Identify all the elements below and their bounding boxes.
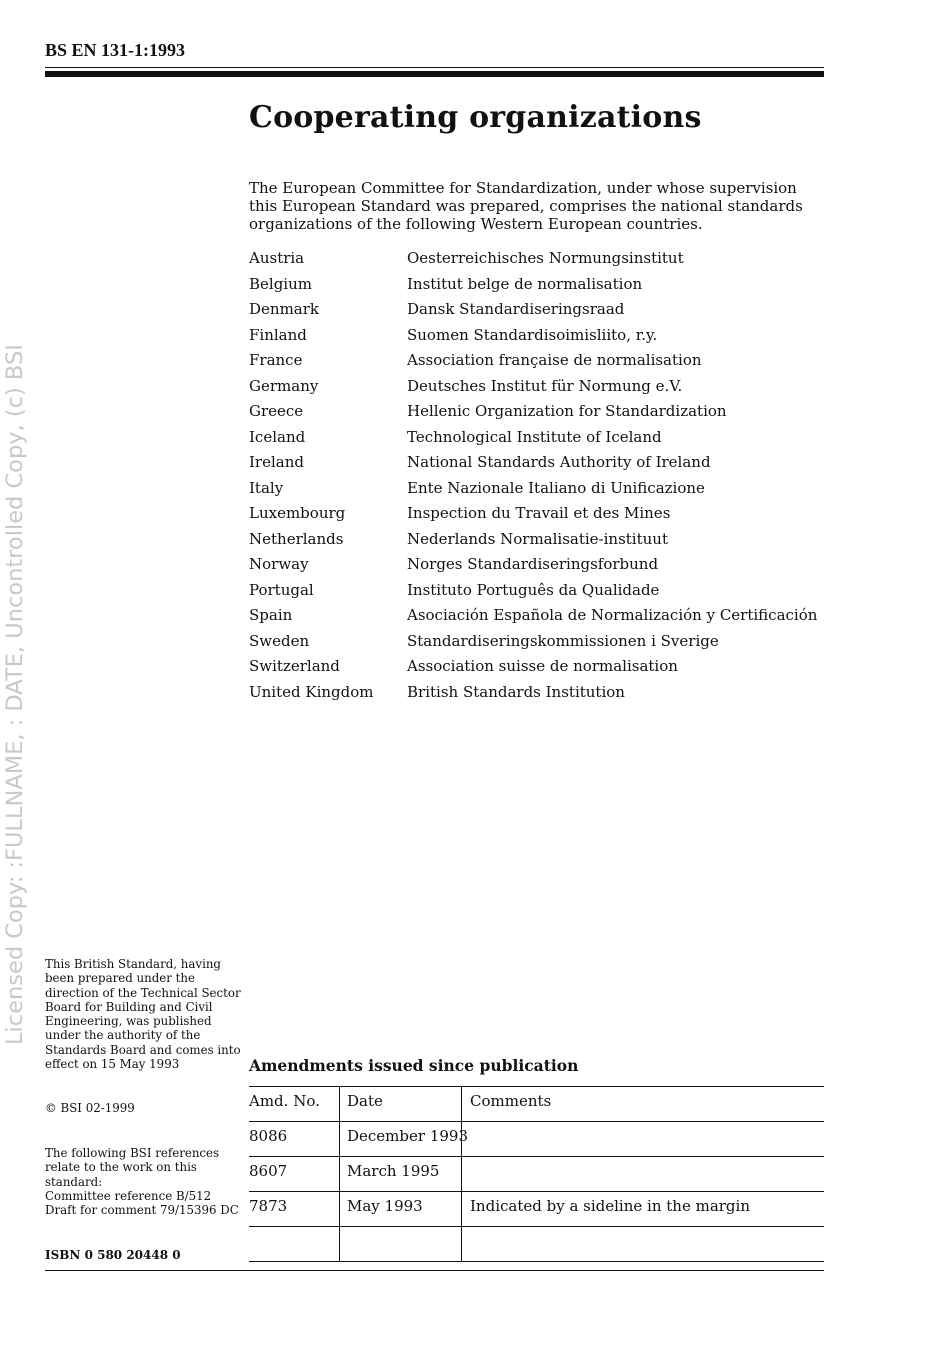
country-name: Italy — [249, 478, 284, 497]
organization-name: Suomen Standardisoimisliito, r.y. — [407, 325, 658, 344]
organization-name: Hellenic Organization for Standardization — [407, 402, 727, 420]
refs-intro: The following BSI references relate to the work on this standard: — [45, 1146, 220, 1189]
header-rule-thin — [45, 67, 824, 68]
organization-name: Association suisse de normalisation — [407, 657, 678, 675]
country-name: France — [249, 351, 303, 369]
country-name: Luxembourg — [249, 504, 346, 522]
organization-name: Oesterreichisches Normungsinstitut — [407, 249, 684, 267]
country-name: Iceland — [249, 427, 306, 446]
country-name: Sweden — [249, 631, 310, 650]
organization-name: Inspection du Travail et des Mines — [407, 504, 671, 522]
amendment-comment: Indicated by a sideline in the margin — [470, 1197, 750, 1215]
amendments-title: Amendments issued since publication — [249, 1056, 579, 1075]
table-rule — [249, 1226, 824, 1227]
country-name: Finland — [249, 325, 307, 344]
intro-paragraph: The European Committee for Standardization, under whose supervision this European Standard was prepared, comprises the national standards organizations of the following Western European countries. — [249, 179, 803, 233]
publication-note: This British Standard, having been prepared under the direction of the Technical Sector Board for Building and Civil Engineering, was published under the authority of the Standards Board and comes into effect on 15 May 1993 — [45, 957, 241, 1072]
header-date: Date — [347, 1092, 383, 1110]
country-name: Portugal — [249, 580, 314, 599]
amendment-date: May 1993 — [347, 1197, 423, 1215]
country-name: Netherlands — [249, 529, 344, 548]
table-column-divider — [461, 1086, 462, 1262]
organization-name: National Standards Authority of Ireland — [407, 453, 711, 471]
country-name: Greece — [249, 402, 304, 420]
header-rule-thick — [45, 71, 824, 77]
organization-name: Norges Standardiseringsforbund — [407, 555, 659, 573]
organization-name: Instituto Português da Qualidade — [407, 580, 660, 599]
country-name: Denmark — [249, 300, 319, 318]
amendments-table — [249, 1086, 824, 1262]
organization-name: Technological Institute of Iceland — [407, 427, 662, 446]
table-rule — [249, 1191, 824, 1192]
page-title: Cooperating organizations — [249, 100, 702, 135]
document-id: BS EN 131-1:1993 — [45, 40, 186, 60]
amendment-number: 8607 — [249, 1162, 288, 1180]
organization-name: British Standards Institution — [407, 682, 625, 701]
table-column-divider — [339, 1086, 340, 1262]
table-rule — [249, 1086, 824, 1087]
table-rule — [249, 1156, 824, 1157]
country-name: Ireland — [249, 453, 304, 471]
organization-name: Institut belge de normalisation — [407, 274, 643, 293]
draft-reference: Draft for comment 79/15396 DC — [45, 1203, 239, 1218]
country-name: Switzerland — [249, 657, 340, 675]
copyright-notice: © BSI 02-1999 — [45, 1101, 135, 1115]
table-rule — [249, 1261, 824, 1262]
bsi-references — [45, 1146, 245, 1217]
header-amd-no: Amd. No. — [249, 1092, 320, 1110]
license-watermark: Licensed Copy: :FULLNAME, : DATE, Uncontrolled Copy, (c) BSI — [2, 344, 28, 1045]
table-rule — [249, 1121, 824, 1122]
country-name: Belgium — [249, 274, 312, 293]
amendment-number: 8086 — [249, 1127, 288, 1145]
country-name: Spain — [249, 606, 293, 624]
organization-name: Standardiseringskommissionen i Sverige — [407, 631, 719, 650]
organization-name: Nederlands Normalisatie-instituut — [407, 529, 668, 548]
country-name: United Kingdom — [249, 682, 374, 701]
organization-name: Asociación Española de Normalización y Certificación — [407, 606, 818, 624]
amendment-date: December 1993 — [347, 1127, 468, 1145]
country-name: Germany — [249, 376, 319, 395]
committee-reference: Committee reference B/512 — [45, 1188, 212, 1203]
organization-name: Ente Nazionale Italiano di Unificazione — [407, 478, 705, 497]
footer-rule — [45, 1270, 824, 1271]
header-comments: Comments — [470, 1092, 552, 1110]
country-name: Norway — [249, 555, 309, 573]
organization-name: Association française de normalisation — [407, 351, 702, 369]
isbn: ISBN 0 580 20448 0 — [45, 1248, 181, 1262]
country-name: Austria — [249, 249, 305, 267]
amendment-date: March 1995 — [347, 1162, 440, 1180]
organization-name: Deutsches Institut für Normung e.V. — [407, 376, 683, 395]
organization-name: Dansk Standardiseringsraad — [407, 300, 625, 318]
amendment-number: 7873 — [249, 1197, 288, 1215]
